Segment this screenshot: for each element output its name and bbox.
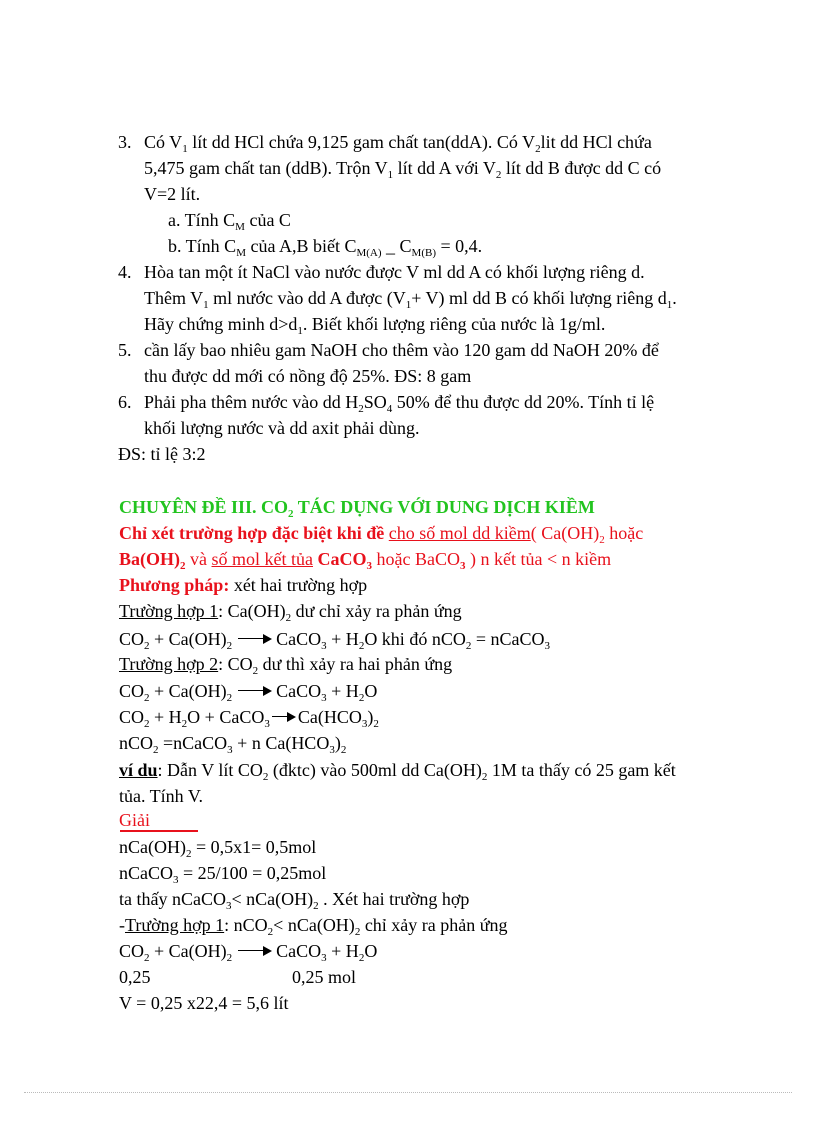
answer-ds: ĐS: tỉ lệ 3:2 bbox=[118, 444, 206, 464]
reaction-arrow-icon bbox=[238, 946, 272, 956]
solution-moles: 0,25 0,25 mol bbox=[119, 967, 357, 987]
problem-3-line-3: V=2 lít. bbox=[144, 184, 201, 204]
solution-line-1: $nCa(OH)_2 = 0,5x1= 0,5mol$ bbox=[119, 837, 317, 860]
intro-line-2: $Ba(OH)_2$ và số mol kết tủa CaCO$_3$ hoặc BaCO$_3$ ) n kết tủa < n kiềm bbox=[119, 549, 612, 572]
problem-3-line-2: 5,475 gam chất tan (ddB). Trộn $V_1$ lít dd A với $V_2$ lít dd B được dd C có bbox=[144, 158, 662, 181]
solution-equation: $CO_2 + Ca(OH)_2$ CaCO$_3$ + $H_2O$ bbox=[119, 941, 378, 964]
solution-underline bbox=[120, 830, 198, 832]
problem-5-line-2: thu được dd mới có nồng độ 25%. ĐS: 8 gam bbox=[144, 366, 472, 386]
example-line-2: tủa. Tính V. bbox=[119, 786, 204, 806]
problem-number: 3. bbox=[118, 132, 132, 152]
intro-line-1: Chỉ xét trường hợp đặc biệt khi đề cho số mol dd kiềm( $Ca(OH)_2$ hoặc bbox=[119, 523, 644, 546]
equation-3: $CO_2 + H_2O$ + CaCO$_3$ $Ca(HCO_3)_2$ bbox=[119, 707, 379, 730]
example-line-1: ví du: Dẫn V lít $CO_2$ (đktc) vào 500ml dd $Ca(OH)_2$ 1M ta thấy có 25 gam kết bbox=[119, 760, 676, 783]
equation-4: nCO$_2$ =nCaCO$_3$ + n $Ca(HCO_3)_2$ bbox=[119, 733, 347, 756]
solution-line-4: -Trường hợp 1: $nCO_2< nCa(OH)_2$ chỉ xảy ra phản ứng bbox=[119, 915, 508, 938]
reaction-arrow-icon bbox=[238, 686, 272, 696]
method-line: Phương pháp: xét hai trường hợp bbox=[119, 575, 368, 595]
problem-3a: a. Tính $C_M$ của C bbox=[168, 210, 291, 233]
problem-3b: b. Tính $C_M$ của A,B biết $C_{M(A)}$ _ $C_{M(B)} = 0,4$. bbox=[168, 236, 483, 259]
problem-6-line-2: khối lượng nước và dd axit phải dùng. bbox=[144, 418, 420, 438]
reaction-arrow-icon bbox=[238, 634, 272, 644]
case-2: Trường hợp 2: $CO_2$ dư thì xảy ra hai phản ứng bbox=[119, 654, 453, 677]
solution-heading: Giải bbox=[119, 810, 150, 830]
equation-1: $CO_2 + Ca(OH)_2$ CaCO$_3$ + $H_2O$ khi đó nCO$_2$ = nCaCO$_3$ bbox=[119, 629, 550, 652]
page-bottom-divider bbox=[24, 1092, 792, 1093]
problem-number: 6. bbox=[118, 392, 132, 412]
problem-number: 5. bbox=[118, 340, 132, 360]
equation-2: $CO_2 + Ca(OH)_2$ CaCO$_3$ + $H_2O$ bbox=[119, 681, 378, 704]
problem-4-line-2: Thêm $V_1$ ml nước vào dd A được $(V_1+ V)$ ml dd B có khối lượng riêng $d_1$. bbox=[144, 288, 677, 311]
solution-line-3: ta thấy nCaCO$_3$< $nCa(OH)_2$ . Xét hai trường hợp bbox=[119, 889, 470, 912]
problem-number: 4. bbox=[118, 262, 132, 282]
case-1: Trường hợp 1: $Ca(OH)_2$ dư chỉ xảy ra phản ứng bbox=[119, 601, 462, 624]
reaction-arrow-icon bbox=[272, 712, 296, 722]
solution-result: V = 0,25 x22,4 = 5,6 lít bbox=[119, 993, 289, 1013]
solution-line-2: nCaCO$_3$ = 25/100 = 0,25mol bbox=[119, 863, 327, 886]
section-heading: CHUYÊN ĐỀ III. $CO_2$ TÁC DỤNG VỚI DUNG DỊCH KIỀM bbox=[119, 497, 595, 520]
problem-4-line-3: Hãy chứng minh $d>d_1$. Biết khối lượng riêng của nước là 1g/ml. bbox=[144, 314, 606, 337]
